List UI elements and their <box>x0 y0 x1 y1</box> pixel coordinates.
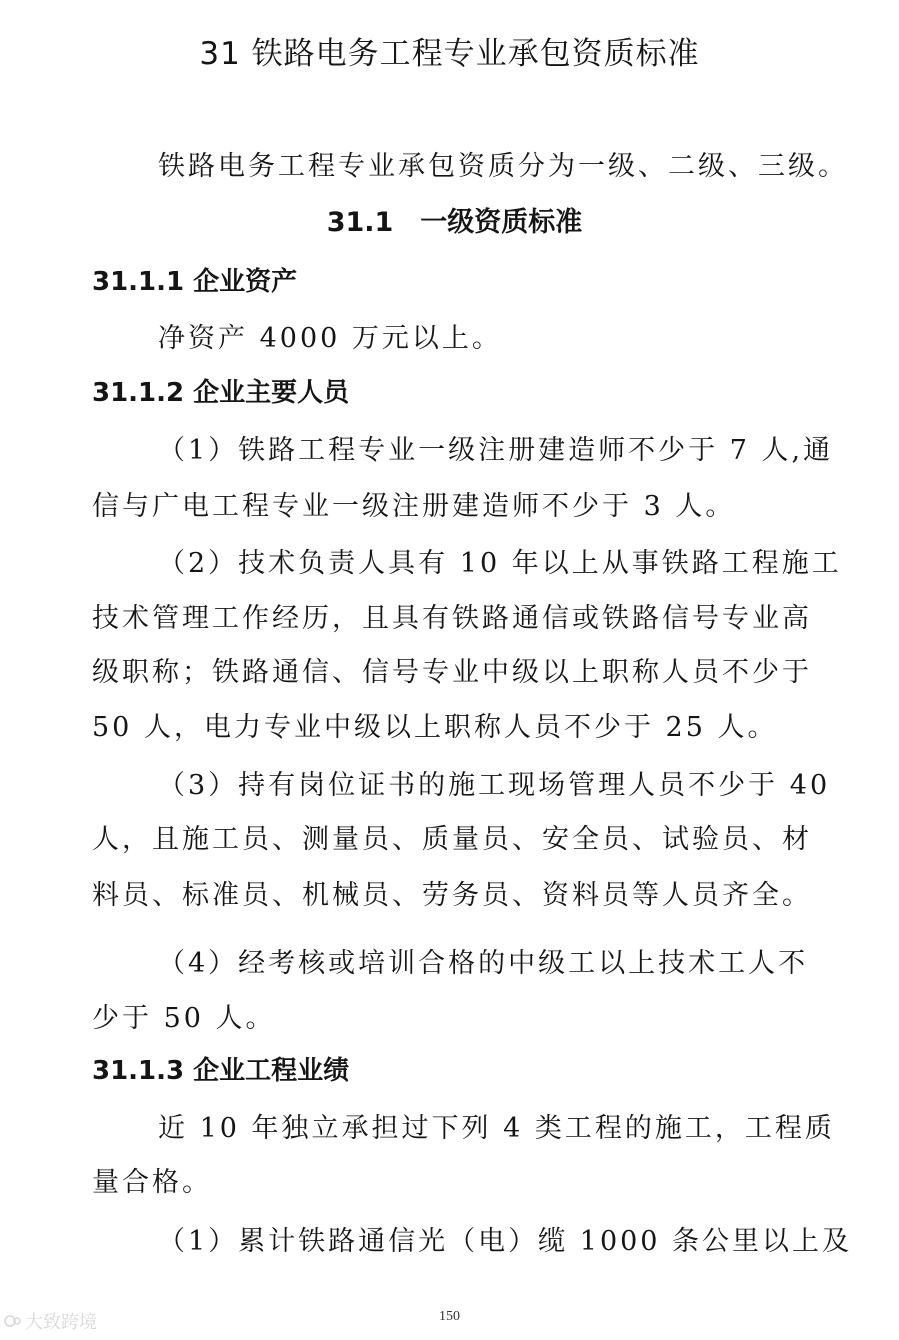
personnel-line: （4）经考核或培训合格的中级工以上技术工人不 <box>158 948 809 979</box>
personnel-line: 少于 50 人。 <box>92 1003 276 1034</box>
section-heading: 31.1 一级资质标准 <box>326 207 583 238</box>
personnel-line: 料员、标准员、机械员、劳务员、资料员等人员齐全。 <box>92 880 812 911</box>
watermark-text: 大致跨境 <box>25 1312 97 1333</box>
intro-paragraph: 铁路电务工程专业承包资质分为一级、二级、三级。 <box>158 151 848 182</box>
personnel-line: （1）铁路工程专业一级注册建造师不少于 7 人,通 <box>158 435 834 466</box>
personnel-line: （3）持有岗位证书的施工现场管理人员不少于 40 <box>158 770 831 801</box>
subsection-heading-assets: 31.1.1 企业资产 <box>92 267 298 297</box>
personnel-line: 技术管理工作经历，且具有铁路通信或铁路信号专业高 <box>92 603 812 634</box>
subsection-heading-personnel: 31.1.2 企业主要人员 <box>92 378 350 408</box>
assets-text: 净资产 4000 万元以上。 <box>158 323 502 354</box>
personnel-line: 50 人，电力专业中级以上职称人员不少于 25 人。 <box>92 712 778 743</box>
personnel-line: 信与广电工程专业一级注册建造师不少于 3 人。 <box>92 491 736 522</box>
personnel-line: 人，且施工员、测量员、质量员、安全员、试验员、材 <box>92 824 812 855</box>
performance-line: （1）累计铁路通信光（电）缆 1000 条公里以上及 <box>158 1226 853 1257</box>
performance-line: 近 10 年独立承担过下列 4 类工程的施工，工程质 <box>158 1113 835 1144</box>
page-title: 31 铁路电务工程专业承包资质标准 <box>199 36 700 72</box>
subsection-heading-performance: 31.1.3 企业工程业绩 <box>92 1056 350 1086</box>
page-number: 150 <box>439 1309 460 1324</box>
performance-line: 量合格。 <box>92 1167 212 1198</box>
personnel-line: 级职称；铁路通信、信号专业中级以上职称人员不少于 <box>92 657 812 688</box>
personnel-line: （2）技术负责人具有 10 年以上从事铁路工程施工 <box>158 548 842 579</box>
